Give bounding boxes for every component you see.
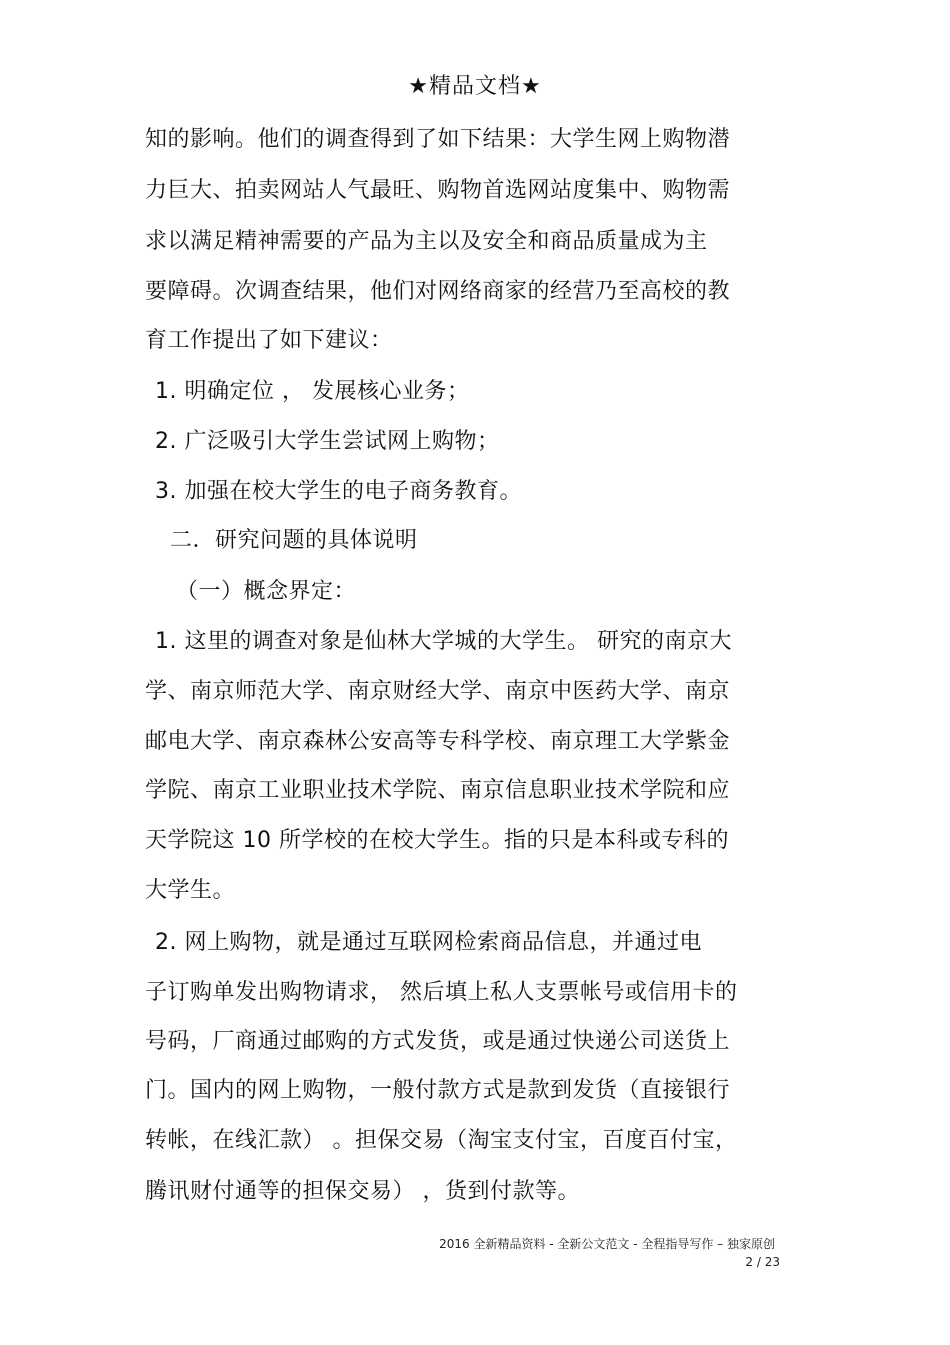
body-line: 要障碍。次调查结果，他们对网络商家的经营乃至高校的教 (145, 279, 731, 304)
body-line: 腾讯财付通等的担保交易） ，货到付款等。 (145, 1179, 580, 1204)
body-line: 2. 网上购物，就是通过互联网检索商品信息，并通过电 (155, 930, 702, 955)
body-line: 1. 这里的调查对象是仙林大学城的大学生。 研究的南京大 (155, 629, 732, 654)
body-line: 转帐，在线汇款） 。担保交易（淘宝支付宝，百度百付宝， (145, 1128, 738, 1153)
list-item: 2. 广泛吸引大学生尝试网上购物； (155, 429, 500, 454)
subsection-heading: （一）概念界定： (176, 579, 357, 604)
page-number: 2 / 23 (745, 1255, 780, 1269)
body-line: 知的影响。他们的调查得到了如下结果：大学生网上购物潜 (145, 127, 731, 152)
section-heading: 二．研究问题的具体说明 (170, 528, 418, 553)
body-line: 子订购单发出购物请求， 然后填上私人支票帐号或信用卡的 (145, 980, 738, 1005)
list-item: 1. 明确定位 ， 发展核心业务； (155, 379, 470, 404)
footer-text: 2016 全新精品资料 - 全新公文范文 - 全程指导写作 – 独家原创 (439, 1237, 775, 1251)
body-line: 学院、南京工业职业技术学院、南京信息职业技术学院和应 (145, 778, 731, 803)
body-line: 号码，厂商通过邮购的方式发货，或是通过快递公司送货上 (145, 1029, 731, 1054)
body-line: 大学生。 (145, 878, 236, 903)
page-header-title: ★精品文档★ (408, 74, 542, 99)
list-item: 3. 加强在校大学生的电子商务教育。 (155, 479, 522, 504)
body-line: 邮电大学、南京森林公安高等专科学校、南京理工大学紫金 (145, 729, 731, 754)
body-line: 学、南京师范大学、南京财经大学、南京中医药大学、南京 (145, 679, 731, 704)
body-line: 求以满足精神需要的产品为主以及安全和商品质量成为主 (145, 229, 708, 254)
body-line: 力巨大、拍卖网站人气最旺、购物首选网站度集中、购物需 (145, 178, 731, 203)
body-line: 天学院这 10 所学校的在校大学生。指的只是本科或专科的 (145, 828, 729, 853)
body-line: 育工作提出了如下建议： (145, 328, 393, 353)
body-line: 门。国内的网上购物，一般付款方式是款到发货（直接银行 (145, 1078, 731, 1103)
